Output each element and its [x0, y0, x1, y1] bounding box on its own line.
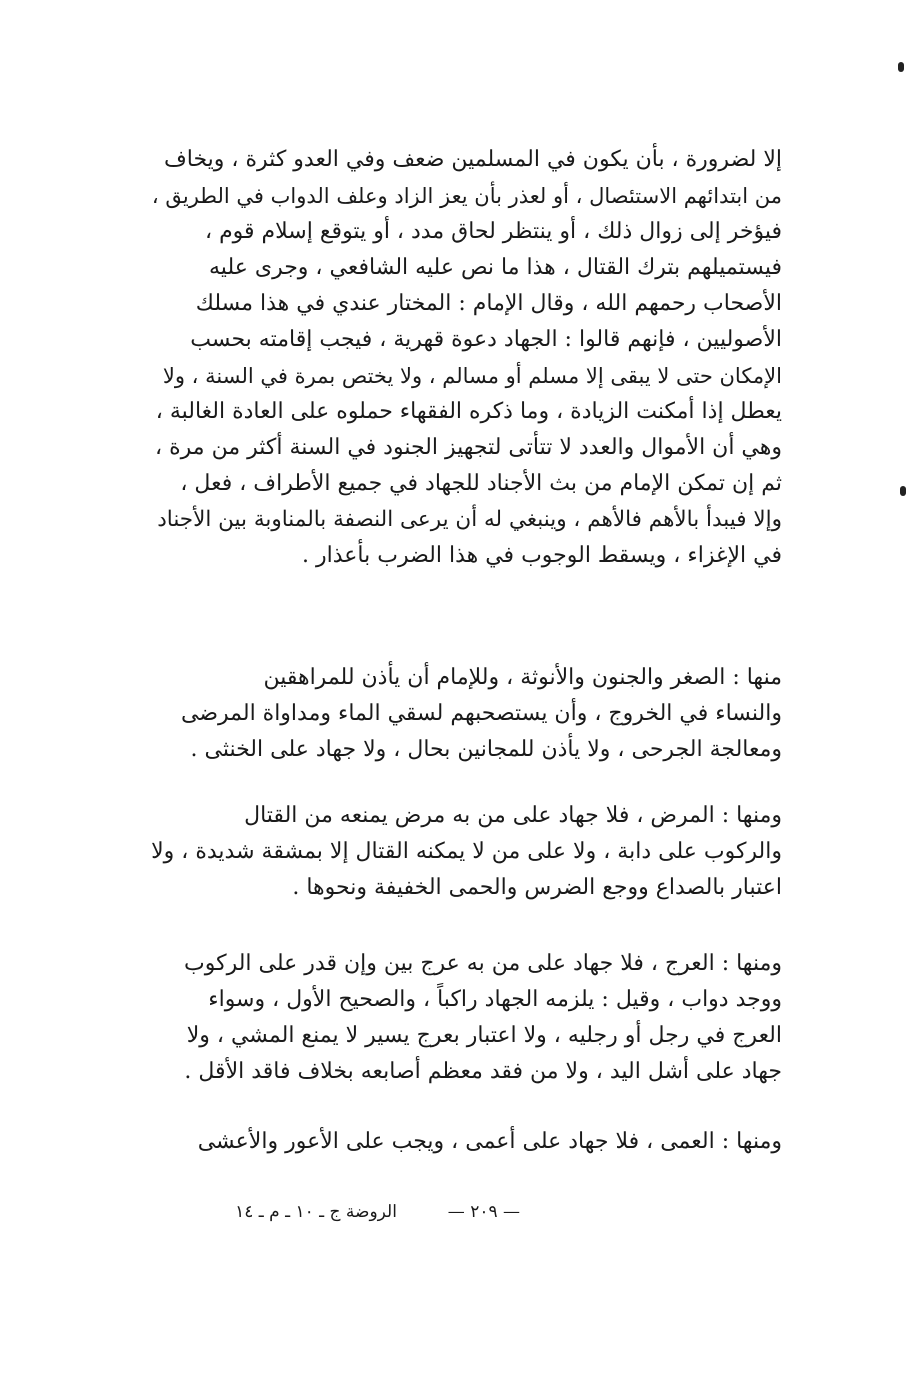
text-line: فيؤخر إلى زوال ذلك ، أو ينتظر لحاق مدد ، أو يتوقع إسلام قوم ، — [204, 219, 782, 244]
text-line: ووجد دواب ، وقيل : يلزمه الجهاد راكباً ، والصحيح الأول ، وسواء — [208, 987, 782, 1012]
page-footer — [140, 1200, 520, 1224]
paragraph-3 — [150, 798, 782, 906]
text-line: والنساء في الخروج ، وأن يستصحبهم لسقي الماء ومداواة المرضى — [180, 701, 782, 726]
text-line: الإمكان حتى لا يبقى إلا مسلم أو مسالم ، ولا يختص بمرة في السنة ، ولا — [162, 364, 782, 388]
text-line: ومعالجة الجرحى ، ولا يأذن للمجانين بحال ، ولا جهاد على الخنثى . — [190, 737, 782, 762]
paragraph-2 — [150, 660, 782, 768]
text-line: الأصوليين ، فإنهم قالوا : الجهاد دعوة قهرية ، فيجب إقامته بحسب — [190, 327, 782, 352]
text-line: ومنها : العمى ، فلا جهاد على أعمى ، ويجب على الأعور والأعشى — [197, 1129, 782, 1154]
text-line: ومنها : العرج ، فلا جهاد على من به عرج بين وإن قدر على الركوب — [184, 951, 782, 976]
paragraph-4 — [150, 946, 782, 1090]
text-line: العرج في رجل أو رجليه ، ولا اعتبار بعرج يسير لا يمنع المشي ، ولا — [186, 1023, 782, 1048]
text-line: اعتبار بالصداع ووجع الضرس والحمى الخفيفة ونحوها . — [292, 875, 782, 900]
margin-speck — [898, 62, 904, 72]
text-line: من ابتدائهم الاستئصال ، أو لعذر بأن يعز الزاد وعلف الدواب في الطريق ، — [151, 184, 782, 208]
text-line: وإلا فيبدأ بالأهم فالأهم ، وينبغي له أن يرعى النصفة بالمناوبة بين الأجناد — [157, 507, 782, 532]
signature-mark: الروضة ج ـ ١٠ ـ م ـ ١٤ — [235, 1202, 397, 1222]
text-line: والركوب على دابة ، ولا على من لا يمكنه القتال إلا بمشقة شديدة ، ولا — [151, 839, 782, 864]
text-line: في الإغزاء ، ويسقط الوجوب في هذا الضرب بأعذار . — [302, 543, 782, 568]
paragraph-5 — [150, 1124, 782, 1160]
text-line: ثم إن تمكن الإمام من بث الأجناد للجهاد في جميع الأطراف ، فعل ، — [180, 471, 782, 496]
paragraph-1 — [150, 142, 782, 574]
text-line: منها : الصغر والجنون والأنوثة ، وللإمام أن يأذن للمراهقين — [263, 665, 782, 690]
text-line: الأصحاب رحمهم الله ، وقال الإمام : المختار عندي في هذا مسلك — [195, 291, 782, 316]
text-line: ومنها : المرض ، فلا جهاد على من به مرض يمنعه من القتال — [244, 803, 782, 828]
text-line: وهي أن الأموال والعدد لا تتأتى لتجهيز الجنود في السنة أكثر من مرة ، — [155, 435, 782, 460]
text-line: يعطل إذا أمكنت الزيادة ، وما ذكره الفقهاء حملوه على العادة الغالبة ، — [155, 399, 782, 424]
text-line: فيستميلهم بترك القتال ، هذا ما نص عليه الشافعي ، وجرى عليه — [209, 255, 782, 280]
margin-speck — [900, 486, 906, 496]
page-number: — ٢٠٩ — — [447, 1202, 520, 1222]
text-line: جهاد على أشل اليد ، ولا من فقد معظم أصابعه بخلاف فاقد الأقل . — [184, 1059, 782, 1084]
text-line: إلا لضرورة ، بأن يكون في المسلمين ضعف وفي العدو كثرة ، ويخاف — [163, 147, 782, 172]
